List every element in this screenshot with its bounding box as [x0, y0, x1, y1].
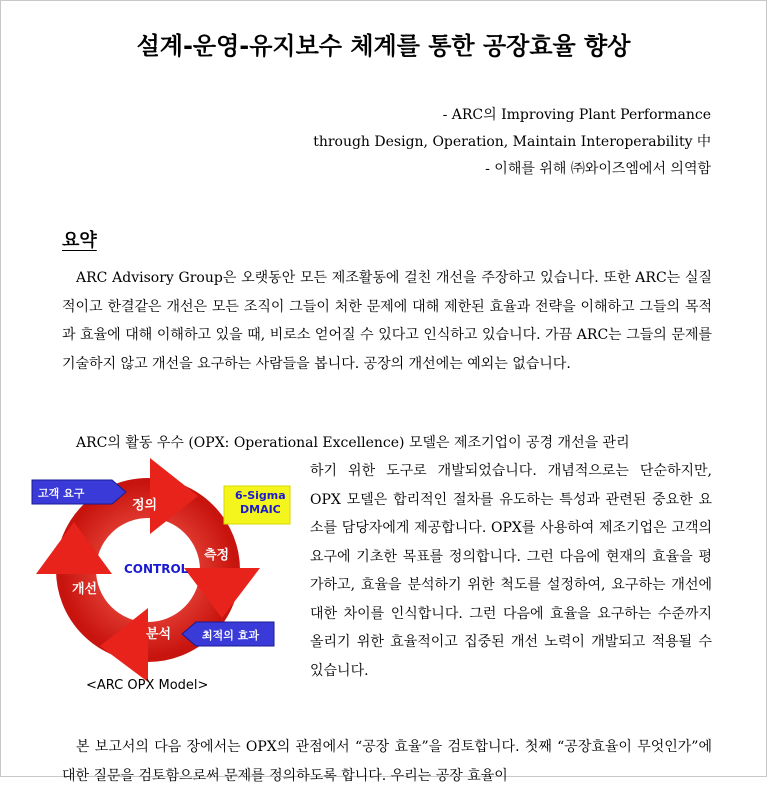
subtitle-line-3: - 이해를 위해 ㈜와이즈엠에서 의역함 [485, 161, 711, 177]
summary-paragraph-1: ARC Advisory Group은 오랫동안 모든 제조활동에 걸친 개선을 주장하고 있습니다. 또한 ARC는 실질적이고 한결같은 개선은 모든 조직이 그들이 처한 문제에 대해 제한된 효율과 전략을 이해하고 그들의 목적과 효율에 대해 이해하고 있을 때, 비로소 얻어질 수 있다고 인식하고 있습니다. 가끔 ARC는 그들의 문제를 기술하지 않고 개선을 요구하는 사람들을 봅니다. 공장의 개선에는 예외는 없습니다. [62, 270, 712, 372]
effect-tag-label: 최적의 효과 [202, 629, 259, 642]
customer-tag-label: 고객 요구 [38, 487, 85, 500]
document-title: 설계-운영-유지보수 체계를 통한 공장효율 향상 [136, 32, 631, 60]
diagram-caption: <ARC OPX Model> [86, 678, 209, 693]
opx-paragraph-body: 하기 위한 도구로 개발되었습니다. 개념적으로는 단순하지만, OPX 모델은 합리적인 절차를 유도하는 특성과 관련된 중요한 요소를 담당자에게 제공합니다. OPX를 사용하여 제조기업은 고객의 요구에 기초한 목표를 정의합니다. 그런 다음에 현재의 효율을 평가하고, 효율을 분석하기 위한 척도를 설정하여, 요구하는 개선에 대한 차이를 인식합니다. 그런 다음에 효율을 요구하는 수준까지 올리기 위한 효율적이고 집중된 개선 노력이 개발되고 적용될 수 있습니다. [310, 463, 712, 679]
opx-paragraph-first-line: ARC의 활동 우수 (OPX: Operational Excellence) 모델은 제조기업이 공경 개선을 관리 [76, 435, 630, 451]
sigma-tag-line-1: 6-Sigma [235, 489, 286, 502]
report-paragraph-3: 본 보고서의 다음 장에서는 OPX의 관점에서 “공장 효율”을 검토합니다. 첫째 “공장효율이 무엇인가”에 대한 질문을 검토함으로써 문제를 정의하도록 합니다. 우리는 공장 효율이 [62, 739, 712, 784]
subtitle-line-2: through Design, Operation, Maintain Interoperability 中 [313, 134, 711, 150]
subtitle-line-1: - ARC의 Improving Plant Performance [442, 107, 711, 123]
arc-opx-model-diagram [30, 450, 300, 700]
sigma-tag-line-2: DMAIC [240, 503, 281, 516]
stage-define-label: 정의 [132, 498, 158, 513]
stage-measure-label: 측정 [204, 548, 230, 563]
stage-analyze-label: 분석 [146, 627, 172, 642]
section-heading-summary: 요약 [62, 230, 97, 251]
stage-improve-label: 개선 [72, 582, 98, 597]
center-control-label: CONTROL [124, 562, 189, 576]
